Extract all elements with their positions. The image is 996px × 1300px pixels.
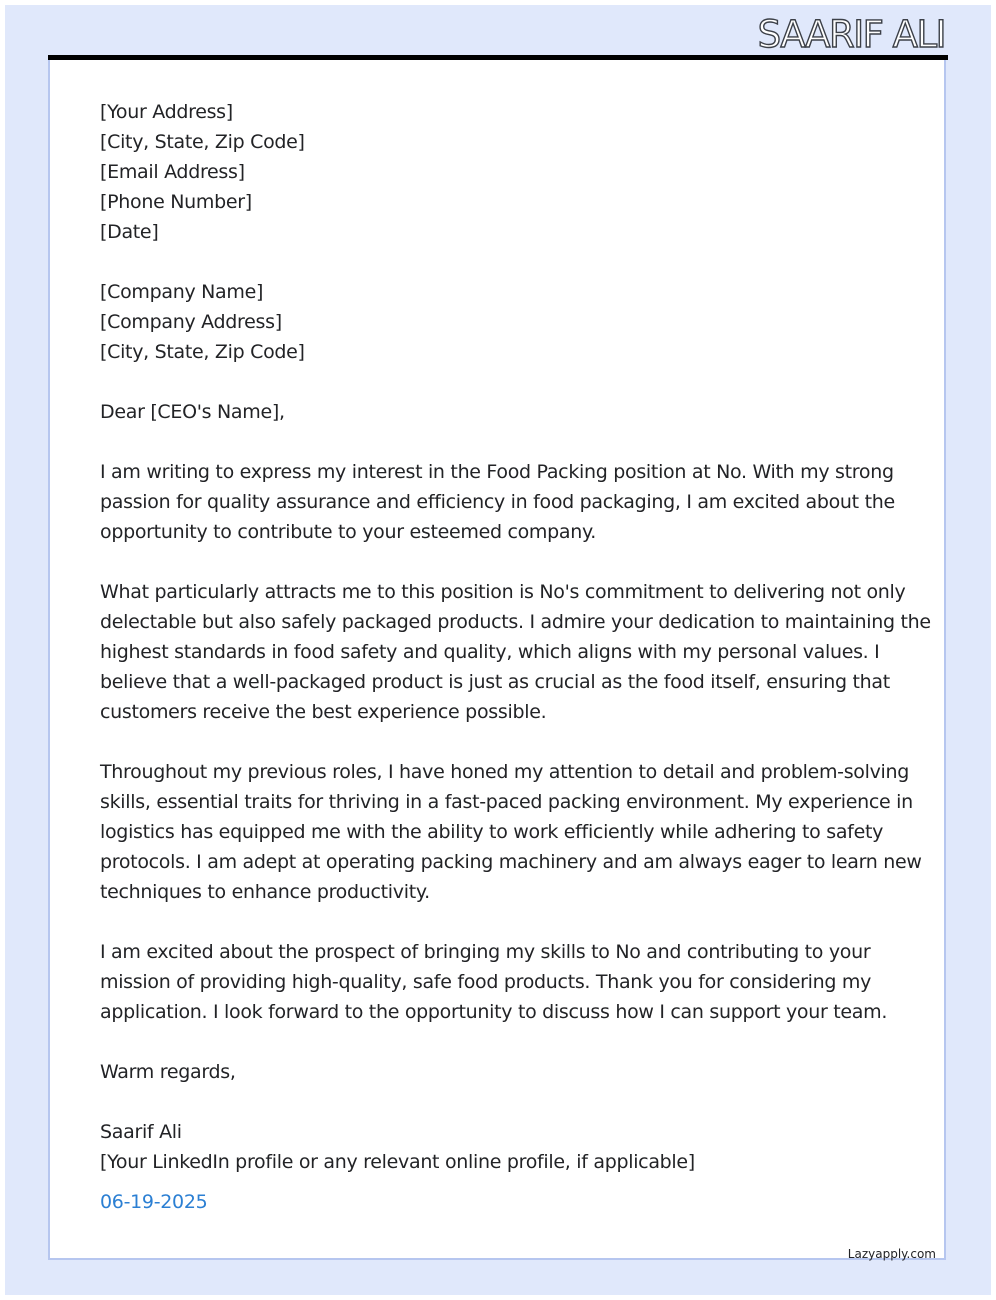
spacer — [100, 1027, 900, 1057]
paragraph-line: application. I look forward to the opportunity to discuss how I can support your team. — [100, 1001, 888, 1023]
paragraph-line: highest standards in food safety and quality, which aligns with my personal values. I — [100, 641, 880, 663]
paragraph-2 — [100, 577, 931, 727]
paragraph-line: delectable but also safely packaged products. I admire your dedication to maintaining the — [100, 611, 931, 633]
salutation: Dear [CEO's Name], — [100, 401, 285, 423]
sender-phone: [Phone Number] — [100, 191, 252, 213]
recipient-company-address: [Company Address] — [100, 311, 282, 333]
paragraph-line: techniques to enhance productivity. — [100, 881, 430, 903]
spacer — [100, 1087, 900, 1117]
closing: Warm regards, — [100, 1061, 236, 1083]
paragraph-line: opportunity to contribute to your esteemed company. — [100, 521, 596, 543]
paragraph-line: logistics has equipped me with the ability to work efficiently while adhering to safety — [100, 821, 884, 843]
letter-date: 06-19-2025 — [100, 1191, 208, 1213]
sender-address: [Your Address] — [100, 101, 233, 123]
spacer — [100, 367, 900, 397]
sender-email: [Email Address] — [100, 161, 245, 183]
paragraph-3 — [100, 757, 922, 907]
paragraph-line: What particularly attracts me to this position is No's commitment to delivering not only — [100, 581, 906, 603]
spacer — [100, 427, 900, 457]
paragraph-1 — [100, 457, 900, 547]
paragraph-line: Throughout my previous roles, I have honed my attention to detail and problem-solving — [100, 761, 910, 783]
letter-body — [100, 97, 931, 1217]
spacer — [100, 547, 900, 577]
paragraph-line: passion for quality assurance and efficiency in food packaging, I am excited about the — [100, 491, 895, 513]
spacer — [100, 247, 900, 277]
recipient-block — [100, 277, 900, 367]
paragraph-line: mission of providing high-quality, safe food products. Thank you for considering my — [100, 971, 872, 993]
paragraph-line: skills, essential traits for thriving in a fast-paced packing environment. My experience in — [100, 791, 913, 813]
spacer — [100, 727, 900, 757]
paragraph-line: protocols. I am adept at operating packing machinery and am always eager to learn new — [100, 851, 922, 873]
signature-name: Saarif Ali — [100, 1121, 182, 1143]
applicant-name-heading: SAARIF ALI — [757, 13, 945, 56]
brand-watermark: Lazyapply.com — [847, 1247, 936, 1261]
sender-block — [100, 97, 900, 247]
paragraph-line: I am writing to express my interest in the Food Packing position at No. With my strong — [100, 461, 894, 483]
paragraph-line: believe that a well-packaged product is just as crucial as the food itself, ensuring that — [100, 671, 890, 693]
signature-profile: [Your LinkedIn profile or any relevant online profile, if applicable] — [100, 1151, 695, 1173]
recipient-company-name: [Company Name] — [100, 281, 264, 303]
sender-date: [Date] — [100, 221, 159, 243]
sender-city-state-zip: [City, State, Zip Code] — [100, 131, 305, 153]
paragraph-4 — [100, 937, 900, 1027]
recipient-city-state-zip: [City, State, Zip Code] — [100, 341, 305, 363]
paragraph-line: I am excited about the prospect of bringing my skills to No and contributing to your — [100, 941, 871, 963]
paragraph-line: customers receive the best experience possible. — [100, 701, 547, 723]
spacer — [100, 907, 900, 937]
